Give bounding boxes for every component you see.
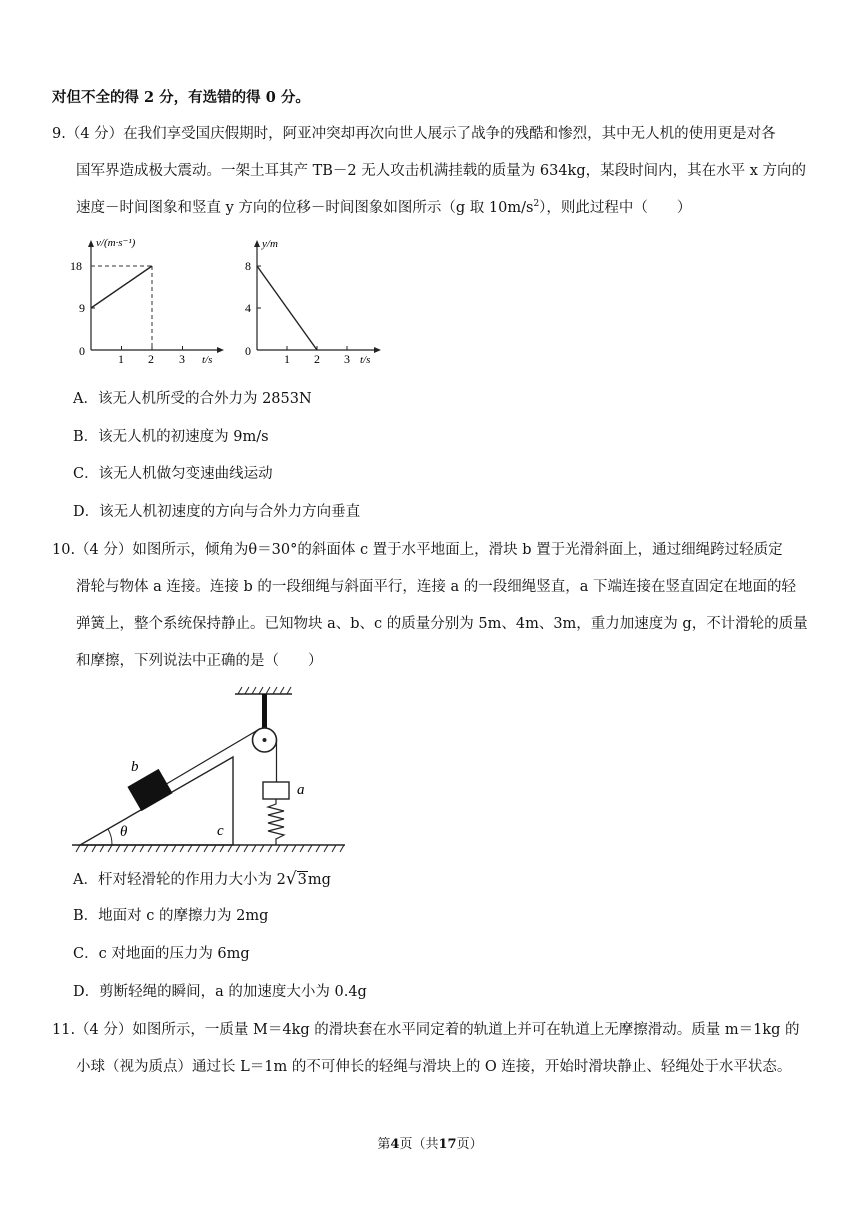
x-tick-label-2: 2 — [148, 352, 154, 366]
question-11-line-1 — [52, 1020, 800, 1040]
question-9-option-b: B．该无人机的初速度为 9m/s — [73, 429, 269, 445]
question-10-text-1: 如图所示，倾角为θ＝30°的斜面体 c 置于水平地面上，滑块 b 置于光滑斜面上，通过细绳跨过轻质定 — [132, 542, 783, 558]
y-tick-label-18: 18 — [70, 259, 82, 273]
x-axis-arrow — [217, 347, 224, 353]
y-axis-label: v/(m·s⁻¹) — [96, 237, 136, 249]
footer-middle: 页（共 — [399, 1137, 439, 1152]
question-9-line-2: 国军界造成极大震动。一架土耳其产 TB－2 无人攻击机满挂载的质量为 634kg，某段时间内，其在水平 x 方向的 — [76, 163, 807, 179]
velocity-time-graph — [62, 232, 232, 367]
sqrt-expression — [286, 869, 308, 890]
label-c: c — [217, 823, 224, 839]
y-tick-label-0: 0 — [245, 344, 251, 358]
question-10-option-a — [73, 869, 331, 890]
block-a — [263, 782, 289, 799]
question-9-text-3b: ），则此过程中（ ） — [539, 200, 692, 216]
radicand: 3 — [297, 872, 307, 888]
y-tick-label-0: 0 — [79, 344, 85, 358]
question-9-number: 9.（4 分） — [52, 126, 124, 142]
scoring-note: 对但不全的得 2 分，有选错的得 0 分。 — [52, 89, 310, 106]
x-tick-label-1: 1 — [118, 352, 124, 366]
question-11-line-2: 小球（视为质点）通过长 L＝1m 的不可伸长的轻绳与滑块上的 O 连接，开始时滑块静止、轻绳处于水平状态。 — [76, 1059, 792, 1075]
velocity-line — [91, 266, 152, 308]
displacement-time-graph — [236, 232, 386, 367]
pulley-rod — [262, 694, 267, 732]
spring — [268, 799, 284, 845]
superscript: 2 — [533, 199, 540, 210]
footer-suffix: 页） — [456, 1137, 483, 1152]
y-tick-label-9: 9 — [79, 301, 85, 315]
question-10-line-3: 弹簧上，整个系统保持静止。已知物块 a、b、c 的质量分别为 5m、4m、3m，重力加速度为 g，不计滑轮的质量 — [76, 616, 808, 632]
label-a: a — [297, 782, 305, 798]
label-theta: θ — [120, 824, 128, 840]
option-a-unit: mg — [307, 872, 331, 888]
question-9-option-c: C．该无人机做匀变速曲线运动 — [73, 466, 273, 482]
radical-sign: √ — [285, 869, 297, 889]
x-tick-label-3: 3 — [344, 352, 350, 366]
question-9-line-1 — [52, 124, 776, 144]
y-axis-label: y/m — [262, 238, 278, 250]
footer-prefix: 第 — [377, 1137, 391, 1152]
question-10-option-b: B．地面对 c 的摩擦力为 2mg — [73, 908, 269, 924]
label-b: b — [131, 759, 139, 775]
question-10-option-d: D．剪断轻绳的瞬间，a 的加速度大小为 0.4g — [73, 984, 367, 1000]
page-footer — [0, 1133, 860, 1152]
question-10-line-2: 滑轮与物体 a 连接。连接 b 的一段细绳与斜面平行，连接 a 的一段细绳竖直，a 下端连接在竖直固定在地面的轻 — [76, 579, 796, 595]
total-pages: 17 — [438, 1137, 457, 1152]
question-9-text-3a: 速度－时间图象和竖直 y 方向的位移－时间图象如图所示（g 取 10m/s — [76, 200, 534, 216]
question-9-text-1: 在我们享受国庆假期时，阿亚冲突却再次向世人展示了战争的残酷和惨烈，其中无人机的使用更是对各 — [123, 126, 776, 142]
y-axis-arrow — [88, 240, 94, 247]
page-number: 4 — [390, 1137, 400, 1152]
y-tick-label-4: 4 — [245, 301, 251, 315]
x-axis-arrow — [374, 347, 381, 353]
ground-hatching — [76, 845, 344, 852]
question-10-line-1 — [52, 540, 783, 560]
question-9-option-d: D．该无人机初速度的方向与合外力方向垂直 — [73, 504, 361, 520]
question-10-number: 10.（4 分） — [52, 542, 133, 558]
question-10-line-4: 和摩擦，下列说法中正确的是（ ） — [76, 653, 323, 669]
y-tick-label-8: 8 — [245, 259, 251, 273]
question-10-option-c: C．c 对地面的压力为 6mg — [73, 946, 250, 962]
x-axis-label: t/s — [202, 354, 213, 366]
ceiling-hatching — [238, 687, 291, 694]
y-axis-arrow — [254, 240, 260, 247]
displacement-line — [257, 266, 317, 350]
x-tick-label-1: 1 — [284, 352, 290, 366]
question-9-option-a: A．该无人机所受的合外力为 2853N — [73, 391, 312, 407]
x-axis-label: t/s — [360, 354, 371, 366]
x-tick-label-3: 3 — [179, 352, 185, 366]
option-a-text: A．杆对轻滑轮的作用力大小为 2 — [73, 872, 286, 888]
incline-pulley-figure — [70, 684, 350, 856]
question-9-line-3 — [76, 198, 691, 218]
pulley-axle — [263, 738, 267, 742]
question-11-text-1: 如图所示，一质量 M＝4kg 的滑块套在水平同定着的轨道上并可在轨道上无摩擦滑动。质量 m＝1kg 的 — [132, 1022, 800, 1038]
question-11-number: 11.（4 分） — [52, 1022, 133, 1038]
x-tick-label-2: 2 — [314, 352, 320, 366]
